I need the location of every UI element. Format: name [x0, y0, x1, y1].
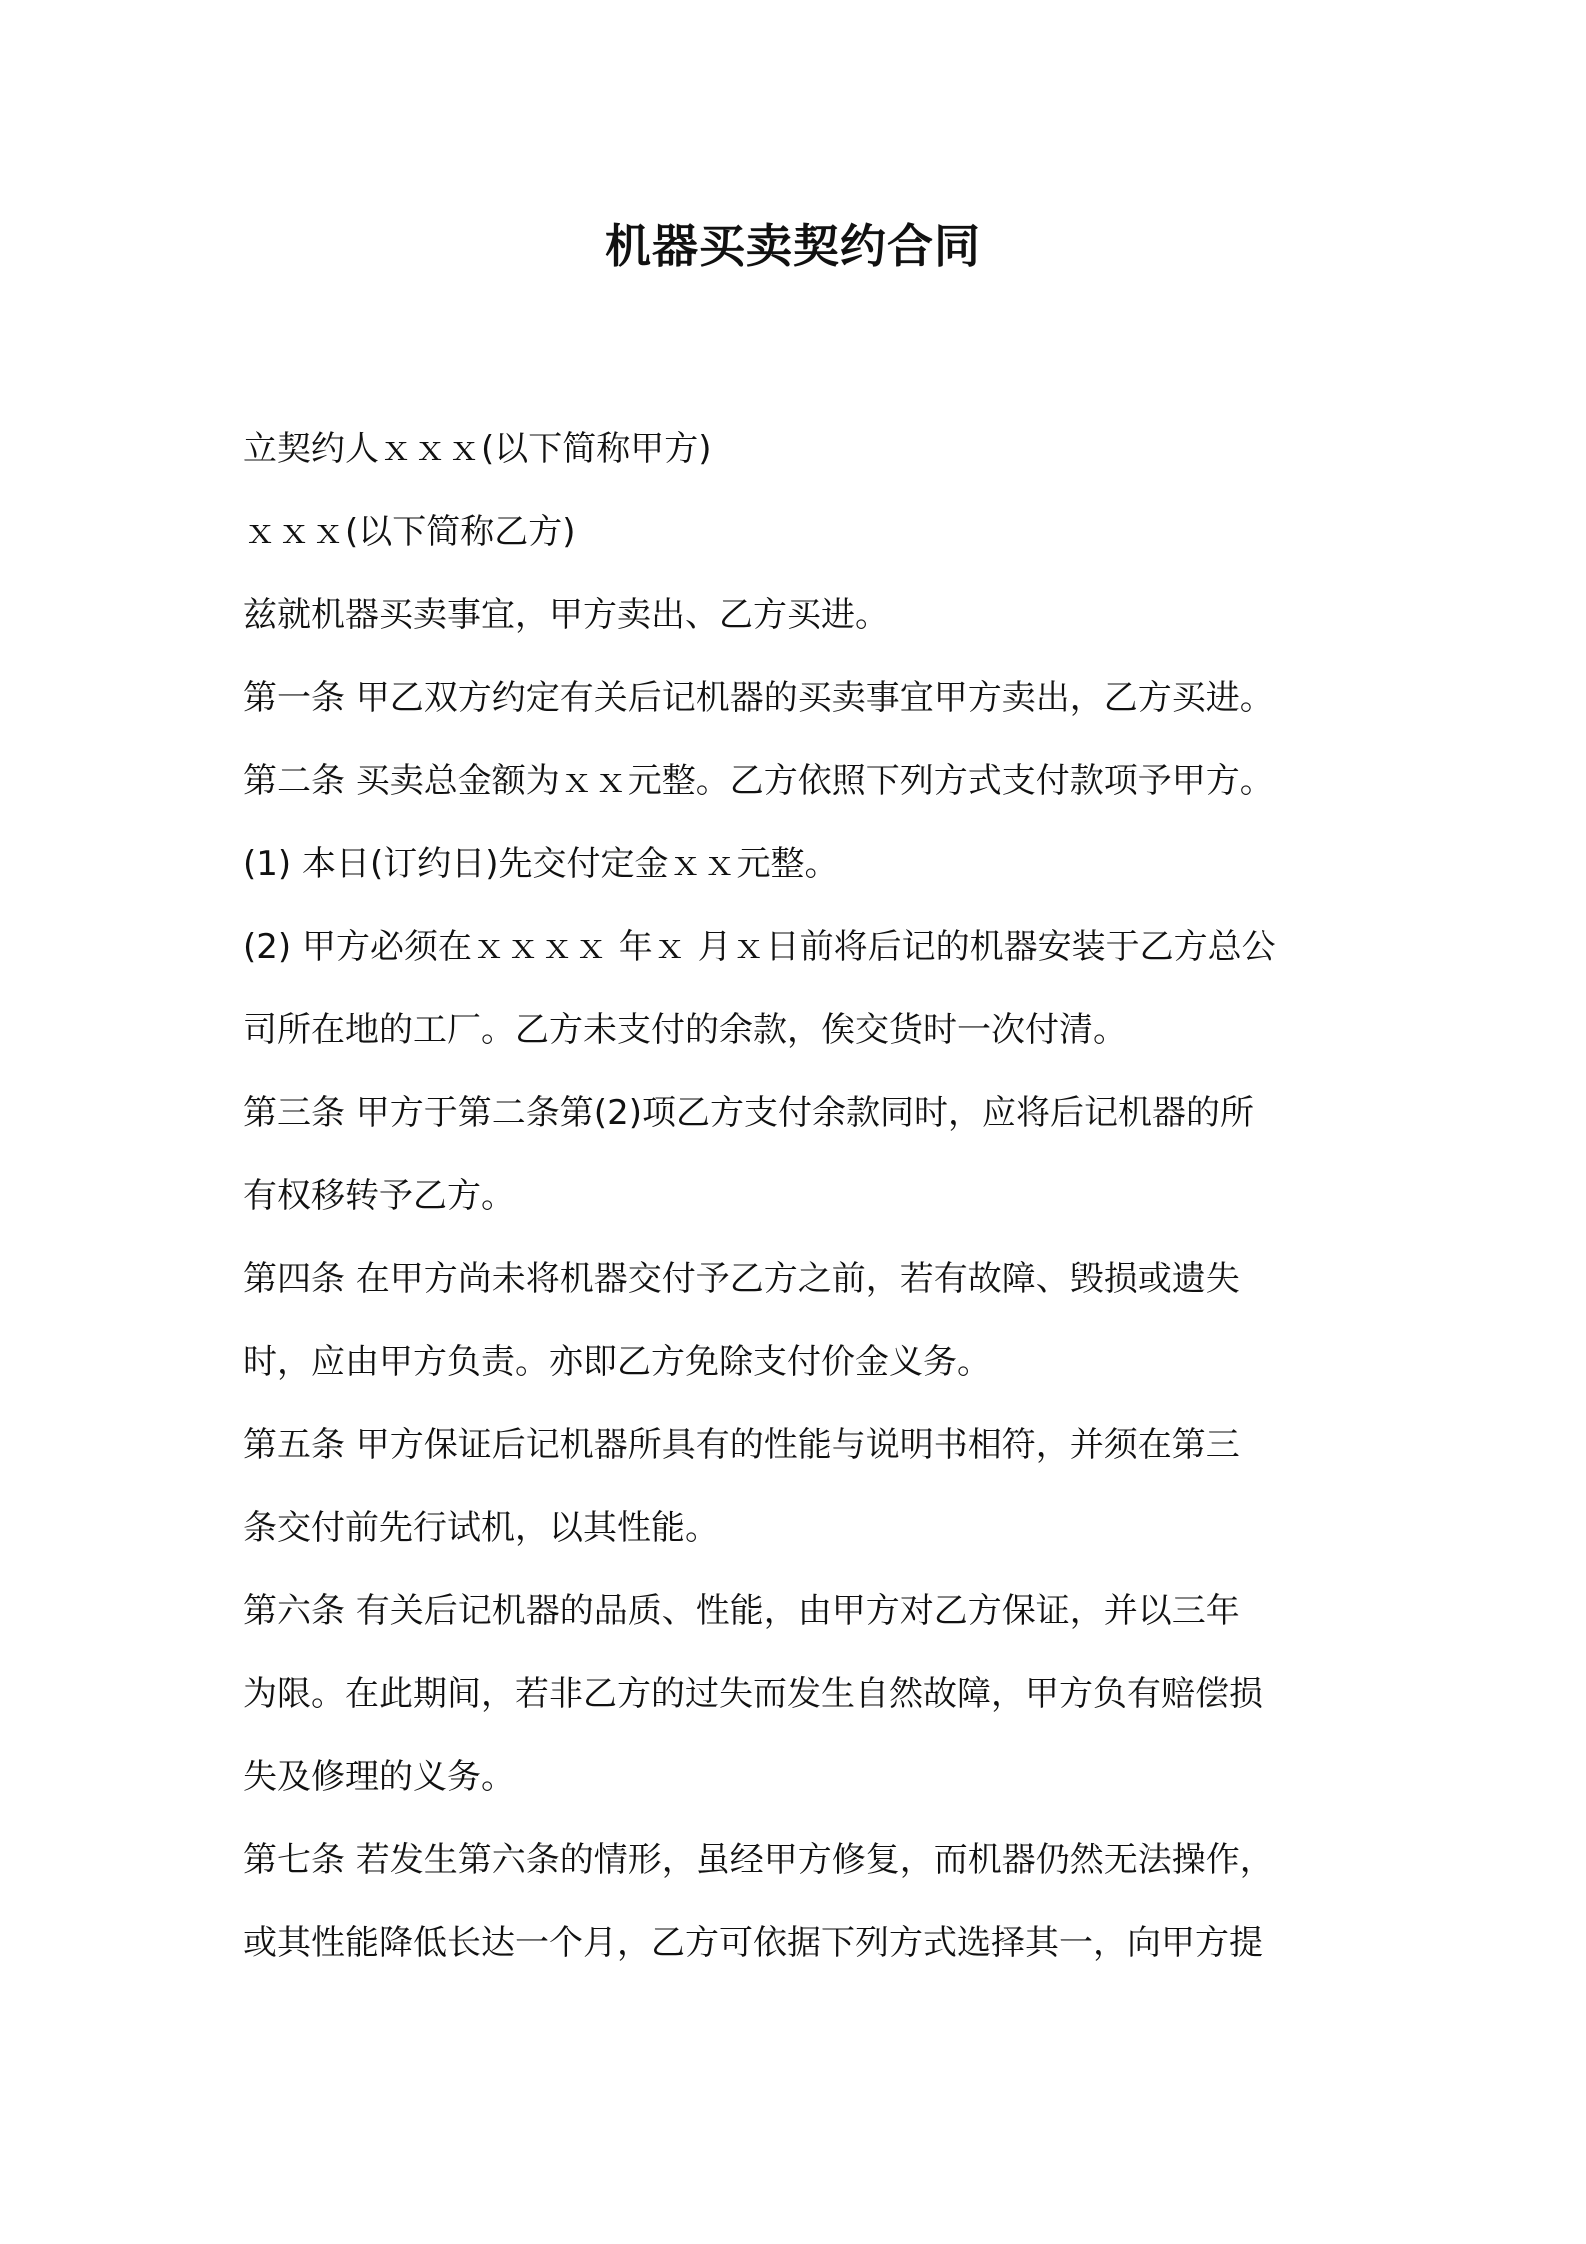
body-line: 第一条 甲乙双方约定有关后记机器的买卖事宜甲方卖出，乙方买进。 — [243, 678, 1274, 718]
body-line: 第五条 甲方保证后记机器所具有的性能与说明书相符，并须在第三 — [243, 1425, 1240, 1465]
body-line: 第七条 若发生第六条的情形，虽经甲方修复，而机器仍然无法操作， — [243, 1840, 1274, 1880]
body-line: 条交付前先行试机，以其性能。 — [243, 1508, 719, 1548]
body-line: 或其性能降低长达一个月，乙方可依据下列方式选择其一，向甲方提 — [243, 1923, 1263, 1963]
body-line: 有权移转予乙方。 — [243, 1176, 515, 1216]
body-line: 司所在地的工厂。乙方未支付的余款，俟交货时一次付清。 — [243, 1010, 1127, 1050]
body-line: 失及修理的义务。 — [243, 1757, 515, 1797]
body-line: 兹就机器买卖事宜，甲方卖出、乙方买进。 — [243, 595, 889, 635]
body-line: 立契约人ｘｘｘ(以下简称甲方) — [243, 429, 712, 469]
document-body — [243, 408, 1373, 1985]
body-line: 第四条 在甲方尚未将机器交付予乙方之前，若有故障、毁损或遗失 — [243, 1259, 1240, 1299]
document-title: 机器买卖契约合同 — [605, 219, 981, 273]
body-line: 时，应由甲方负责。亦即乙方免除支付价金义务。 — [243, 1342, 991, 1382]
body-line: ｘｘｘ(以下简称乙方) — [243, 512, 576, 552]
body-line: 第三条 甲方于第二条第(2)项乙方支付余款同时，应将后记机器的所 — [243, 1093, 1254, 1133]
body-line: (1) 本日(订约日)先交付定金ｘｘ元整。 — [243, 844, 839, 884]
body-line: 为限。在此期间，若非乙方的过失而发生自然故障，甲方负有赔偿损 — [243, 1674, 1263, 1714]
body-line: (2) 甲方必须在ｘｘｘｘ 年ｘ 月ｘ日前将后记的机器安装于乙方总公 — [243, 927, 1276, 967]
body-line: 第二条 买卖总金额为ｘｘ元整。乙方依照下列方式支付款项予甲方。 — [243, 761, 1274, 801]
body-line: 第六条 有关后记机器的品质、性能，由甲方对乙方保证，并以三年 — [243, 1591, 1240, 1631]
